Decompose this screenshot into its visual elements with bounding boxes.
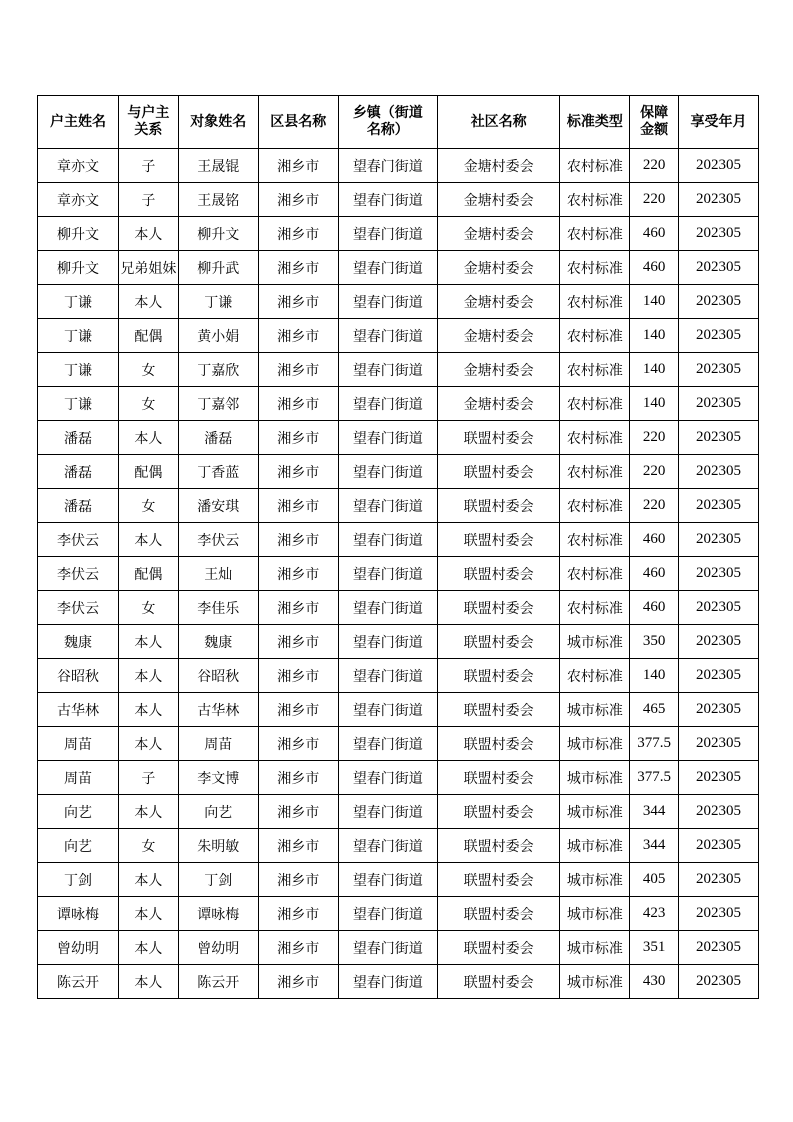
cell-county: 湘乡市 [258,761,338,795]
cell-township: 望春门街道 [338,523,437,557]
cell-township: 望春门街道 [338,319,437,353]
cell-recipient-name: 潘磊 [178,421,258,455]
cell-recipient-name: 潘安琪 [178,489,258,523]
cell-county: 湘乡市 [258,319,338,353]
cell-amount: 220 [630,183,679,217]
cell-standard-type: 农村标准 [560,523,630,557]
cell-county: 湘乡市 [258,931,338,965]
cell-community: 金塘村委会 [437,251,560,285]
cell-community: 联盟村委会 [437,829,560,863]
cell-amount: 460 [630,557,679,591]
cell-relation: 本人 [119,795,179,829]
cell-householder-name: 李伏云 [38,591,119,625]
cell-county: 湘乡市 [258,285,338,319]
cell-period: 202305 [678,761,758,795]
cell-recipient-name: 谭咏梅 [178,897,258,931]
cell-recipient-name: 曾幼明 [178,931,258,965]
cell-township: 望春门街道 [338,625,437,659]
cell-amount: 465 [630,693,679,727]
cell-amount: 460 [630,591,679,625]
cell-county: 湘乡市 [258,863,338,897]
cell-standard-type: 城市标准 [560,965,630,999]
cell-amount: 140 [630,285,679,319]
table-row [38,489,759,523]
table-row [38,319,759,353]
cell-amount: 140 [630,387,679,421]
cell-county: 湘乡市 [258,591,338,625]
cell-county: 湘乡市 [258,421,338,455]
cell-county: 湘乡市 [258,829,338,863]
cell-community: 联盟村委会 [437,557,560,591]
cell-standard-type: 城市标准 [560,931,630,965]
cell-period: 202305 [678,659,758,693]
cell-relation: 女 [119,829,179,863]
cell-standard-type: 城市标准 [560,761,630,795]
header-county: 区县名称 [258,96,338,149]
cell-community: 联盟村委会 [437,863,560,897]
cell-relation: 女 [119,387,179,421]
cell-householder-name: 周苗 [38,727,119,761]
cell-householder-name: 章亦文 [38,149,119,183]
cell-recipient-name: 李文博 [178,761,258,795]
cell-relation: 子 [119,761,179,795]
cell-recipient-name: 魏康 [178,625,258,659]
cell-period: 202305 [678,319,758,353]
cell-relation: 本人 [119,659,179,693]
cell-period: 202305 [678,625,758,659]
table-row [38,897,759,931]
cell-community: 联盟村委会 [437,625,560,659]
cell-standard-type: 城市标准 [560,829,630,863]
table-row [38,727,759,761]
cell-standard-type: 城市标准 [560,795,630,829]
cell-amount: 430 [630,965,679,999]
cell-township: 望春门街道 [338,863,437,897]
cell-township: 望春门街道 [338,421,437,455]
cell-period: 202305 [678,217,758,251]
cell-township: 望春门街道 [338,251,437,285]
cell-township: 望春门街道 [338,693,437,727]
table-row [38,387,759,421]
cell-recipient-name: 王晟铭 [178,183,258,217]
cell-period: 202305 [678,931,758,965]
cell-county: 湘乡市 [258,557,338,591]
cell-county: 湘乡市 [258,251,338,285]
cell-period: 202305 [678,149,758,183]
cell-community: 联盟村委会 [437,591,560,625]
cell-standard-type: 农村标准 [560,251,630,285]
assistance-table [37,95,759,999]
cell-period: 202305 [678,489,758,523]
cell-householder-name: 魏康 [38,625,119,659]
header-row [38,96,759,149]
cell-recipient-name: 谷昭秋 [178,659,258,693]
cell-amount: 220 [630,489,679,523]
table-row [38,557,759,591]
table-row [38,625,759,659]
cell-standard-type: 农村标准 [560,557,630,591]
cell-amount: 460 [630,251,679,285]
cell-recipient-name: 丁嘉邻 [178,387,258,421]
cell-householder-name: 潘磊 [38,489,119,523]
cell-amount: 140 [630,659,679,693]
cell-householder-name: 曾幼明 [38,931,119,965]
cell-community: 金塘村委会 [437,387,560,421]
cell-standard-type: 农村标准 [560,217,630,251]
cell-county: 湘乡市 [258,727,338,761]
cell-relation: 子 [119,149,179,183]
table-row [38,931,759,965]
cell-amount: 350 [630,625,679,659]
cell-township: 望春门街道 [338,489,437,523]
cell-standard-type: 农村标准 [560,183,630,217]
table-row [38,183,759,217]
cell-standard-type: 农村标准 [560,319,630,353]
cell-county: 湘乡市 [258,523,338,557]
cell-period: 202305 [678,455,758,489]
table-row [38,353,759,387]
cell-standard-type: 农村标准 [560,591,630,625]
table-row [38,523,759,557]
cell-township: 望春门街道 [338,829,437,863]
cell-amount: 377.5 [630,727,679,761]
header-standard-type: 标准类型 [560,96,630,149]
cell-township: 望春门街道 [338,897,437,931]
cell-standard-type: 农村标准 [560,421,630,455]
cell-county: 湘乡市 [258,625,338,659]
cell-recipient-name: 李伏云 [178,523,258,557]
header-township: 乡镇（街道名称） [338,96,437,149]
cell-recipient-name: 柳升文 [178,217,258,251]
cell-period: 202305 [678,693,758,727]
cell-township: 望春门街道 [338,183,437,217]
cell-period: 202305 [678,591,758,625]
cell-period: 202305 [678,387,758,421]
cell-amount: 344 [630,829,679,863]
cell-county: 湘乡市 [258,183,338,217]
cell-county: 湘乡市 [258,693,338,727]
cell-county: 湘乡市 [258,897,338,931]
cell-period: 202305 [678,353,758,387]
cell-householder-name: 丁谦 [38,319,119,353]
cell-period: 202305 [678,727,758,761]
header-period: 享受年月 [678,96,758,149]
cell-period: 202305 [678,965,758,999]
cell-relation: 本人 [119,625,179,659]
cell-township: 望春门街道 [338,761,437,795]
cell-period: 202305 [678,421,758,455]
cell-community: 联盟村委会 [437,931,560,965]
cell-community: 联盟村委会 [437,693,560,727]
cell-recipient-name: 李佳乐 [178,591,258,625]
table-row [38,217,759,251]
cell-recipient-name: 丁剑 [178,863,258,897]
cell-relation: 女 [119,489,179,523]
cell-recipient-name: 王晟锟 [178,149,258,183]
cell-standard-type: 农村标准 [560,489,630,523]
cell-recipient-name: 柳升武 [178,251,258,285]
cell-county: 湘乡市 [258,659,338,693]
cell-township: 望春门街道 [338,659,437,693]
cell-relation: 配偶 [119,319,179,353]
cell-community: 联盟村委会 [437,897,560,931]
cell-period: 202305 [678,285,758,319]
cell-period: 202305 [678,251,758,285]
cell-community: 金塘村委会 [437,319,560,353]
cell-township: 望春门街道 [338,727,437,761]
cell-recipient-name: 周苗 [178,727,258,761]
cell-amount: 377.5 [630,761,679,795]
cell-householder-name: 柳升文 [38,251,119,285]
cell-township: 望春门街道 [338,387,437,421]
cell-relation: 本人 [119,897,179,931]
cell-amount: 220 [630,421,679,455]
cell-county: 湘乡市 [258,489,338,523]
cell-relation: 本人 [119,931,179,965]
cell-amount: 351 [630,931,679,965]
cell-standard-type: 城市标准 [560,693,630,727]
cell-community: 联盟村委会 [437,761,560,795]
cell-householder-name: 潘磊 [38,421,119,455]
cell-period: 202305 [678,795,758,829]
cell-amount: 405 [630,863,679,897]
cell-relation: 本人 [119,285,179,319]
cell-recipient-name: 陈云开 [178,965,258,999]
header-amount: 保障金额 [630,96,679,149]
cell-township: 望春门街道 [338,557,437,591]
cell-amount: 460 [630,217,679,251]
cell-relation: 本人 [119,863,179,897]
cell-standard-type: 农村标准 [560,149,630,183]
cell-standard-type: 农村标准 [560,387,630,421]
cell-community: 联盟村委会 [437,489,560,523]
cell-community: 金塘村委会 [437,183,560,217]
cell-householder-name: 谭咏梅 [38,897,119,931]
table-row [38,421,759,455]
cell-community: 联盟村委会 [437,523,560,557]
cell-amount: 460 [630,523,679,557]
cell-period: 202305 [678,829,758,863]
cell-community: 金塘村委会 [437,149,560,183]
cell-relation: 本人 [119,693,179,727]
cell-community: 金塘村委会 [437,353,560,387]
cell-community: 联盟村委会 [437,659,560,693]
cell-householder-name: 章亦文 [38,183,119,217]
cell-period: 202305 [678,557,758,591]
cell-householder-name: 古华林 [38,693,119,727]
table-row [38,965,759,999]
cell-period: 202305 [678,523,758,557]
cell-community: 联盟村委会 [437,421,560,455]
cell-standard-type: 城市标准 [560,863,630,897]
cell-community: 联盟村委会 [437,965,560,999]
cell-township: 望春门街道 [338,795,437,829]
cell-relation: 本人 [119,727,179,761]
table-row [38,149,759,183]
cell-period: 202305 [678,897,758,931]
cell-recipient-name: 丁谦 [178,285,258,319]
cell-householder-name: 丁谦 [38,353,119,387]
cell-recipient-name: 王灿 [178,557,258,591]
cell-amount: 140 [630,319,679,353]
header-recipient-name: 对象姓名 [178,96,258,149]
cell-county: 湘乡市 [258,965,338,999]
cell-relation: 本人 [119,217,179,251]
cell-township: 望春门街道 [338,965,437,999]
cell-period: 202305 [678,183,758,217]
cell-householder-name: 丁谦 [38,285,119,319]
cell-amount: 220 [630,455,679,489]
header-householder-name: 户主姓名 [38,96,119,149]
cell-relation: 配偶 [119,455,179,489]
cell-householder-name: 柳升文 [38,217,119,251]
cell-county: 湘乡市 [258,217,338,251]
table-row [38,795,759,829]
cell-community: 联盟村委会 [437,795,560,829]
cell-community: 联盟村委会 [437,727,560,761]
cell-standard-type: 农村标准 [560,353,630,387]
cell-relation: 配偶 [119,557,179,591]
cell-county: 湘乡市 [258,455,338,489]
table-row [38,591,759,625]
cell-relation: 子 [119,183,179,217]
cell-township: 望春门街道 [338,353,437,387]
cell-standard-type: 城市标准 [560,727,630,761]
cell-recipient-name: 朱明敏 [178,829,258,863]
table-row [38,693,759,727]
cell-community: 联盟村委会 [437,455,560,489]
table-header [38,96,759,149]
cell-standard-type: 农村标准 [560,659,630,693]
cell-township: 望春门街道 [338,931,437,965]
cell-township: 望春门街道 [338,455,437,489]
cell-standard-type: 城市标准 [560,897,630,931]
cell-householder-name: 周苗 [38,761,119,795]
table-row [38,863,759,897]
cell-amount: 220 [630,149,679,183]
table-row [38,659,759,693]
table-body [38,149,759,999]
table-row [38,251,759,285]
header-relation: 与户主关系 [119,96,179,149]
cell-township: 望春门街道 [338,591,437,625]
cell-relation: 本人 [119,421,179,455]
header-community: 社区名称 [437,96,560,149]
cell-relation: 本人 [119,523,179,557]
cell-township: 望春门街道 [338,285,437,319]
cell-householder-name: 丁剑 [38,863,119,897]
cell-county: 湘乡市 [258,353,338,387]
cell-community: 金塘村委会 [437,285,560,319]
cell-standard-type: 农村标准 [560,285,630,319]
table-row [38,455,759,489]
cell-householder-name: 陈云开 [38,965,119,999]
cell-recipient-name: 黄小娟 [178,319,258,353]
cell-standard-type: 城市标准 [560,625,630,659]
cell-township: 望春门街道 [338,149,437,183]
cell-householder-name: 丁谦 [38,387,119,421]
table-row [38,829,759,863]
cell-recipient-name: 丁香蓝 [178,455,258,489]
cell-period: 202305 [678,863,758,897]
cell-relation: 兄弟姐妹 [119,251,179,285]
cell-householder-name: 李伏云 [38,557,119,591]
cell-community: 金塘村委会 [437,217,560,251]
cell-recipient-name: 古华林 [178,693,258,727]
cell-amount: 140 [630,353,679,387]
cell-county: 湘乡市 [258,149,338,183]
cell-householder-name: 李伏云 [38,523,119,557]
cell-county: 湘乡市 [258,795,338,829]
cell-amount: 423 [630,897,679,931]
cell-householder-name: 向艺 [38,829,119,863]
cell-county: 湘乡市 [258,387,338,421]
cell-recipient-name: 丁嘉欣 [178,353,258,387]
cell-township: 望春门街道 [338,217,437,251]
cell-relation: 本人 [119,965,179,999]
table-row [38,285,759,319]
cell-householder-name: 向艺 [38,795,119,829]
cell-standard-type: 农村标准 [560,455,630,489]
table-row [38,761,759,795]
cell-recipient-name: 向艺 [178,795,258,829]
cell-amount: 344 [630,795,679,829]
cell-relation: 女 [119,353,179,387]
cell-householder-name: 潘磊 [38,455,119,489]
cell-householder-name: 谷昭秋 [38,659,119,693]
cell-relation: 女 [119,591,179,625]
